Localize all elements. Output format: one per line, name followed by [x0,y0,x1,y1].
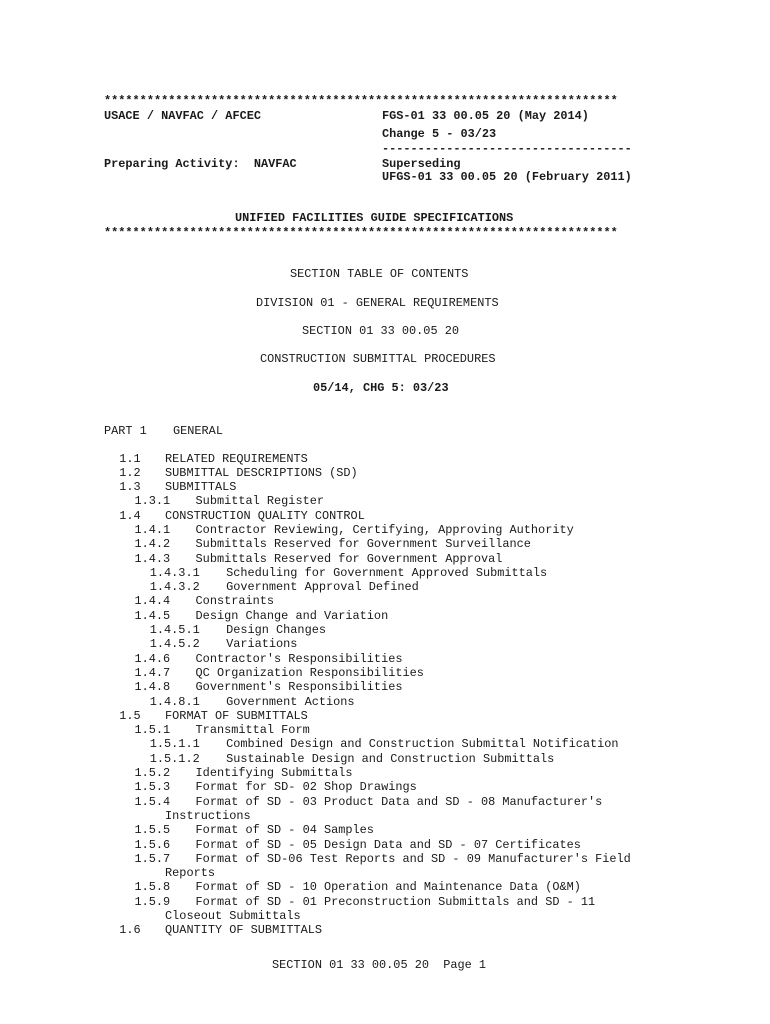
toc-entry-title: Format of SD-06 Test Reports and SD - 09 Manufacturer's Field [195,851,631,866]
toc-heading: SECTION TABLE OF CONTENTS [290,267,469,281]
toc-entry-number: 1.3 [119,480,141,495]
header-doc-id: FGS-01 33 00.05 20 (May 2014) [382,109,589,123]
toc-entry-title: Scheduling for Government Approved Submittals [226,565,548,580]
toc-entry-number: 1.5.9 [134,894,171,909]
toc-entry-title: Submittal Register [195,494,324,509]
toc-entry-title: Identifying Submittals [195,766,353,781]
toc-entry-title: SUBMITTALS [165,480,237,495]
section-name: CONSTRUCTION SUBMITTAL PROCEDURES [260,352,496,366]
header-agencies: USACE / NAVFAC / AFCEC [104,109,261,123]
header-preparing-activity: Preparing Activity: NAVFAC [104,157,297,171]
toc-entry-number: 1.4.4 [134,594,171,609]
toc-entry-title: Sustainable Design and Construction Submittals [226,751,555,766]
toc-entry-title: Format of SD - 04 Samples [195,823,374,838]
toc-entry-title-continued: Closeout Submittals [165,909,301,923]
toc-entry-number: 1.4.8.1 [149,694,200,709]
header-star-rule-top: ************************************************************************ [104,94,618,108]
toc-entry-number: 1.5.6 [134,837,171,852]
toc-entry-number: 1.4.3.2 [149,580,200,595]
toc-entry-number: 1.5.1.1 [149,737,200,752]
part-number: PART 1 [104,424,147,438]
toc-entry-title: Contractor's Responsibilities [195,651,403,666]
toc-entry-title: Format of SD - 01 Preconstruction Submittals and SD - 11 [195,894,596,909]
header-superseding-doc: UFGS-01 33 00.05 20 (February 2011) [382,170,632,184]
toc-entry-title: Variations [226,637,298,652]
toc-entry-title: Format of SD - 05 Design Data and SD - 07 Certificates [195,837,581,852]
toc-entry-number: 1.4.1 [134,522,171,537]
toc-entry-number: 1.4.7 [134,665,171,680]
toc-entry-title: Government Actions [226,694,355,709]
header-dash-rule: ----------------------------------- [382,142,632,156]
toc-entry-number: 1.5 [119,708,141,723]
toc-entry-number: 1.5.3 [134,780,171,795]
toc-entry-number: 1.5.7 [134,851,171,866]
toc-entry-number: 1.4.5.1 [149,623,200,638]
toc-entry-title: Government Approval Defined [226,580,419,595]
toc-entry-number: 1.4 [119,508,141,523]
header-star-rule-bottom: ************************************************************************ [104,226,618,240]
toc-entry-title: Government's Responsibilities [195,680,403,695]
toc-entry-number: 1.4.3 [134,551,171,566]
toc-entry-number: 1.4.2 [134,537,171,552]
part-name: GENERAL [173,424,223,438]
toc-entry-number: 1.2 [119,465,141,480]
toc-entry-number: 1.5.2 [134,766,171,781]
toc-entry-number: 1.5.1.2 [149,751,200,766]
toc-entry-title: Combined Design and Construction Submittal Notification [226,737,619,752]
toc-entry-number: 1.5.5 [134,823,171,838]
toc-entry-number: 1.5.4 [134,794,171,809]
toc-entry-number: 1.1 [119,451,141,466]
toc-entry-title: Contractor Reviewing, Certifying, Approving Authority [195,522,574,537]
toc-entry-title-continued: Instructions [165,808,251,823]
toc-entry-number: 1.4.5 [134,608,171,623]
division-heading: DIVISION 01 - GENERAL REQUIREMENTS [256,296,499,310]
toc-entry-title: FORMAT OF SUBMITTALS [165,708,308,723]
section-number: SECTION 01 33 00.05 20 [302,324,459,338]
toc-entry-number: 1.5.8 [134,880,171,895]
toc-entry-title: Transmittal Form [195,723,310,738]
toc-entry-title: Design Changes [226,623,326,638]
toc-entry-title: SUBMITTAL DESCRIPTIONS (SD) [165,465,358,480]
guide-title: UNIFIED FACILITIES GUIDE SPECIFICATIONS [235,211,514,225]
header-change: Change 5 - 03/23 [382,127,497,141]
toc-entry-title: Constraints [195,594,275,609]
toc-entry-title: CONSTRUCTION QUALITY CONTROL [165,508,365,523]
toc-entry-title: Submittals Reserved for Government Surveillance [195,537,531,552]
toc-entry-title-continued: Reports [165,866,215,881]
toc-entry-title: Format of SD - 03 Product Data and SD - 08 Manufacturer's [195,794,603,809]
toc-entry-title: QUANTITY OF SUBMITTALS [165,923,323,938]
header-superseding-label: Superseding [382,157,461,171]
toc-entry-number: 1.5.1 [134,723,171,738]
toc-entry-number: 1.4.3.1 [149,565,200,580]
date-change: 05/14, CHG 5: 03/23 [313,381,449,395]
toc-entry-title: Format of SD - 10 Operation and Maintenance Data (O&M) [195,880,581,895]
toc-entry-title: Submittals Reserved for Government Approval [195,551,503,566]
toc-entry-number: 1.4.6 [134,651,171,666]
page-footer: SECTION 01 33 00.05 20 Page 1 [272,958,487,972]
toc-entry-number: 1.4.8 [134,680,171,695]
toc-entry-title: QC Organization Responsibilities [195,665,424,680]
toc-entry-number: 1.6 [119,923,141,938]
toc-entry-title: Format for SD- 02 Shop Drawings [195,780,417,795]
toc-entry-number: 1.3.1 [134,494,171,509]
toc-entry-title: RELATED REQUIREMENTS [165,451,308,466]
toc-entry-title: Design Change and Variation [195,608,389,623]
toc-entry-number: 1.4.5.2 [149,637,200,652]
